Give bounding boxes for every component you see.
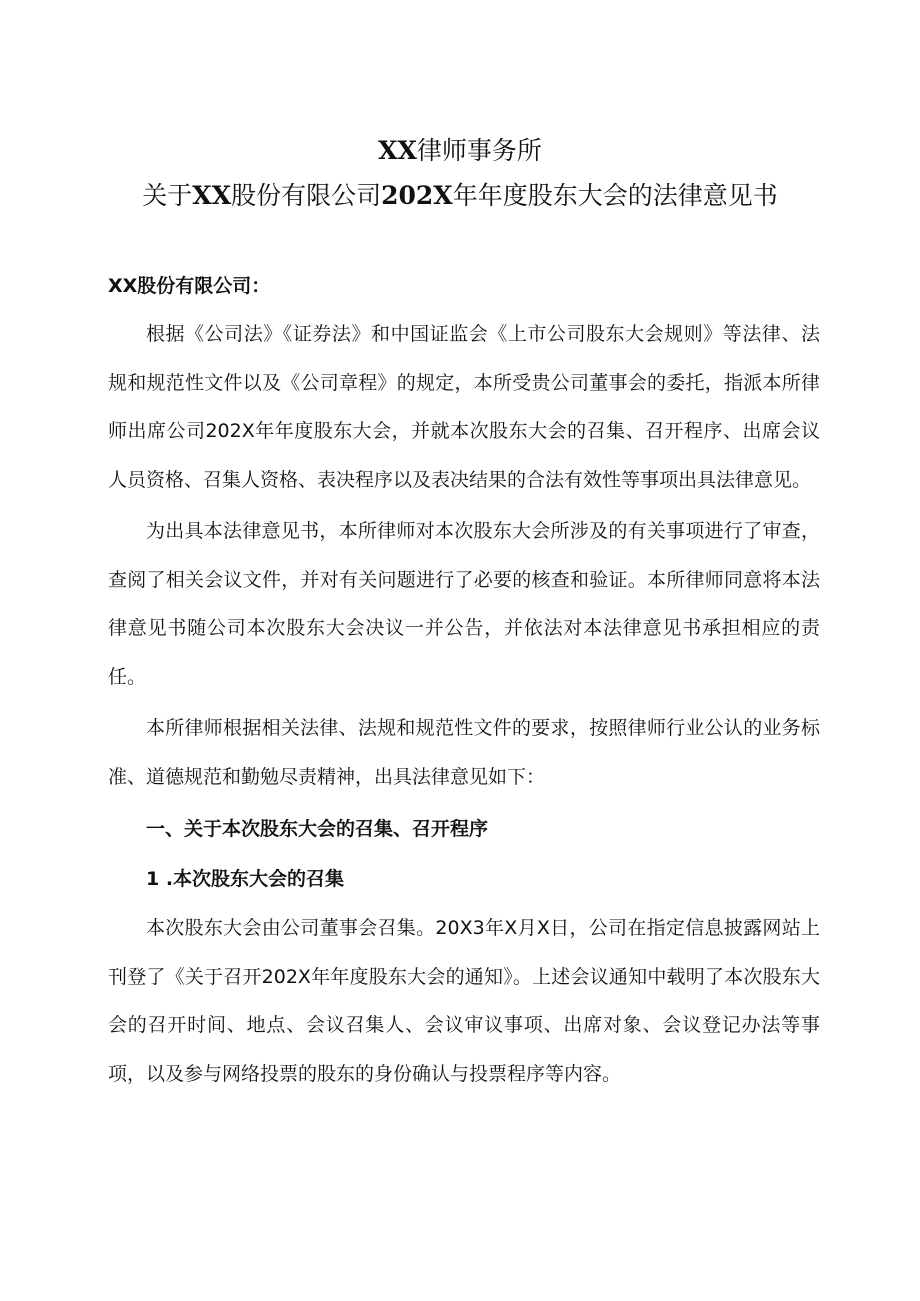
firm-suffix: 律师事务所 <box>416 136 542 165</box>
firm-prefix: XX <box>378 136 417 165</box>
subtitle-part-5: 年年度股东大会的法律意见书 <box>452 181 778 210</box>
paragraph-convening: 本次股东大会由公司董事会召集。20X3年X月X日，公司在指定信息披露网站上刊登了《关于召开202X年年度股东大会的通知》。上述会议通知中载明了本次股东大会的召开时间、地点、会议召集人、会议审议事项、出席对象、会议登记办法等事项，以及参与网络投票的股东的身份确认与投票程序等内容。 <box>108 917 820 1085</box>
subtitle-part-2: XX <box>192 181 232 210</box>
subtitle-part-4: 202X <box>381 181 453 210</box>
document-title-firm <box>0 133 920 169</box>
subtitle-part-3: 股份有限公司 <box>231 181 382 210</box>
document-title-subject <box>0 178 920 214</box>
section-heading-1: 一、关于本次股东大会的召集、召开程序 <box>146 818 489 840</box>
paragraph-review: 为出具本法律意见书，本所律师对本次股东大会所涉及的有关事项进行了审查，查阅了相关会议文件，并对有关问题进行了必要的核查和验证。本所律师同意将本法律意见书随公司本次股东大会决议一并公告，并依法对本法律意见书承担相应的责任。 <box>108 520 820 688</box>
paragraph-basis: 根据《公司法》《证券法》和中国证监会《上市公司股东大会规则》等法律、法规和规范性文件以及《公司章程》的规定，本所受贵公司董事会的委托，指派本所律师出席公司202X年年度股东大会，并就本次股东大会的召集、召开程序、出席会议人员资格、召集人资格、表决程序以及表决结果的合法有效性等事项出具法律意见。 <box>108 323 820 491</box>
salutation: XX股份有限公司： <box>108 275 271 297</box>
subtitle-part-1: 关于 <box>142 181 193 210</box>
subsection-heading-1: 1 .本次股东大会的召集 <box>146 868 345 890</box>
document-body <box>108 264 820 1101</box>
paragraph-opinion-intro: 本所律师根据相关法律、法规和规范性文件的要求，按照律师行业公认的业务标准、道德规范和勤勉尽责精神，出具法律意见如下： <box>108 717 820 788</box>
